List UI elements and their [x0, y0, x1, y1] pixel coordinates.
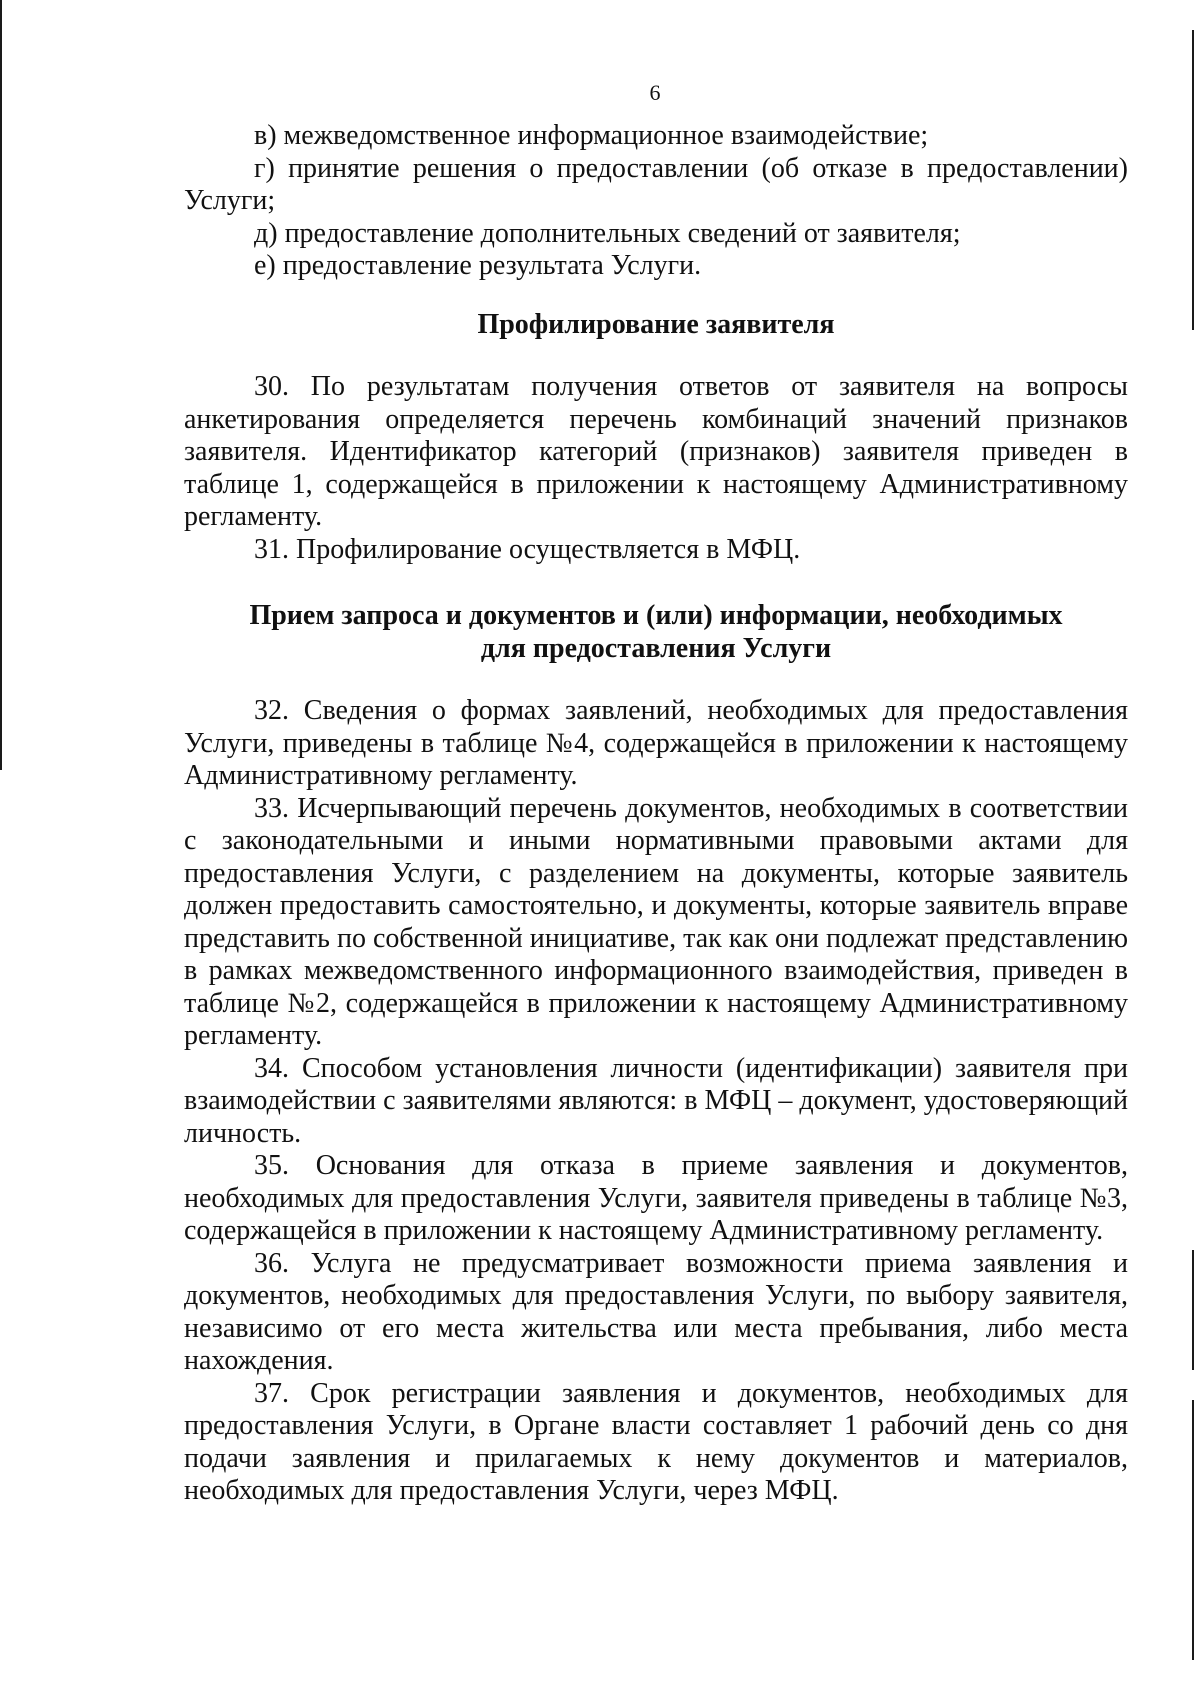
list-item: г) принятие решения о предоставлении (об отказе в предоставлении) Услуги;: [184, 152, 1128, 216]
paragraph-34: 34. Способом установления личности (идентификации) заявителя при взаимодействии с заявителями являются: в МФЦ – документ, удостоверяющий личность.: [184, 1052, 1128, 1149]
document-body: [184, 120, 1128, 1508]
section-heading-intake: [184, 600, 1128, 665]
paragraph-33: 33. Исчерпывающий перечень документов, необходимых в соответствии с законодательными и иными нормативными правовыми актами для предоставления Услуги, с разделением на документы, которые заявитель должен предоставить самостоятельно, и документы, которые заявитель вправе представить по собственной инициативе, так как они подлежат представлению в рамках межведомственного информационного взаимодействия, приведен в таблице №2, содержащейся в приложении к настоящему Административному регламенту.: [184, 792, 1128, 1051]
list-item: д) предоставление дополнительных сведений от заявителя;: [254, 217, 961, 249]
section-heading-profiling: Профилирование заявителя: [477, 308, 835, 340]
scan-edge-right-top: [1192, 30, 1194, 330]
scan-edge-right-bottom: [1192, 1400, 1194, 1660]
paragraph-36: 36. Услуга не предусматривает возможности приема заявления и документов, необходимых для предоставления Услуги, по выбору заявителя, независимо от его места жительства или места пребывания, либо места нахождения.: [184, 1247, 1128, 1376]
page-number: 6: [649, 80, 661, 105]
section-heading-intake-line2: для предоставления Услуги: [480, 632, 832, 664]
list-item: в) межведомственное информационное взаимодействие;: [254, 120, 929, 151]
section-heading-intake-line1: Прием запроса и документов и (или) информации, необходимых: [249, 600, 1063, 631]
scan-edge-right-mid: [1192, 1250, 1194, 1370]
paragraph-37: 37. Срок регистрации заявления и документов, необходимых для предоставления Услуги, в Органе власти составляет 1 рабочий день со дня подачи заявления и прилагаемых к нему документов и материалов, необходимых для предоставления Услуги, через МФЦ.: [184, 1377, 1128, 1506]
paragraph-35: 35. Основания для отказа в приеме заявления и документов, необходимых для предоставления Услуги, заявителя приведены в таблице №3, содержащейся в приложении к настоящему Административному регламенту.: [184, 1150, 1128, 1246]
paragraph-32: 32. Сведения о формах заявлений, необходимых для предоставления Услуги, приведены в таблице №4, содержащейся в приложении к настоящему Административному регламенту.: [184, 695, 1128, 791]
paragraph-31: 31. Профилирование осуществляется в МФЦ.: [254, 533, 801, 565]
scan-edge-left: [0, 0, 2, 770]
list-item: е) предоставление результата Услуги.: [254, 250, 702, 281]
paragraph-30: 30. По результатам получения ответов от заявителя на вопросы анкетирования определяется перечень комбинаций значений признаков заявителя. Идентификатор категорий (признаков) заявителя приведен в таблице 1, содержащейся в приложении к настоящему Административному регламенту.: [184, 371, 1128, 532]
